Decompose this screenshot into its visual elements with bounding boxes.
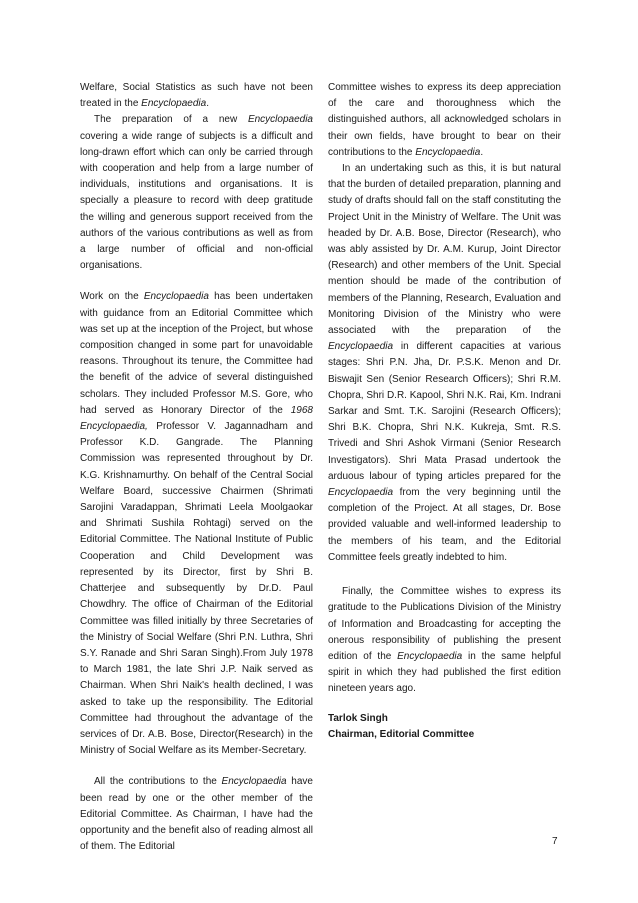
signature-title: Chairman, Editorial Committee (328, 728, 475, 740)
paragraph: Committee wishes to express its deep appreciation of the care and thoroughness which the distinguished authors, all acknowledged scholars in their own fields, have brought to bear on their contributions to the Encyclopaedia. (328, 82, 561, 158)
signature-name: Tarlok Singh (328, 712, 388, 724)
paragraph: Finally, the Committee wishes to express its gratitude to the Publications Division of the Ministry of Information and Broadcasting for accepting the onerous responsibility of publishing the present edition of the Encyclopaedia in the same helpful spirit in which they had published the first edition nineteen years ago. (328, 586, 561, 695)
page-number: 7 (552, 836, 558, 847)
paragraph: The preparation of a new Encyclopaedia covering a wide range of subjects is a difficult and long-drawn effort which can only be carried through with cooperation and help from a large number of individuals, institutions and organisations. It is specially a pleasure to record with deep gratitude the willing and generous support received from the authors of the various contributions as well as from a large number of official and non-official organisations. (80, 114, 313, 272)
right-column (328, 80, 561, 743)
paragraph: Welfare, Social Statistics as such have not been treated in the Encyclopaedia. (80, 82, 313, 110)
left-column (80, 80, 313, 855)
paragraph: All the contributions to the Encyclopaedia have been read by one or the other member of the Editorial Committee. As Chairman, I have had the opportunity and the benefit also of reading almost all of them. The Editorial (80, 776, 313, 853)
paragraph: In an undertaking such as this, it is but natural that the burden of detailed preparation, planning and study of drafts should fall on the staff constituting the Project Unit in the Ministry of Welfare. The Unit was headed by Dr. A.B. Bose, Director (Research), who was ably assisted by Dr. A.M. Kurup, Joint Director (Research) and other members of the Unit. Special mention should be made of the contribution of members of the Planning, Research, Evaluation and Monitoring Division of the Ministry who were associated with the preparation of the Encyclopaedia in different capacities at various stages: Shri P.N. Jha, Dr. P.S.K. Menon and Dr. Biswajit Sen (Senior Research Officers); Shri R.M. Chopra, Shri D.R. Kapool, Shri N.K. Rai, Km. Indrani Sarkar and Smt. T.K. Sarojini (Research Officers); Shri B.K. Chopra, Shri N.K. Kukreja, Smt. R.S. Trivedi and Shri Ashok Virmani (Senior Research Investigators). Shri Mata Prasad undertook the arduous labour of typing articles prepared for the Encyclopaedia from the very beginning until the completion of the Project. At all stages, Dr. Bose provided valuable and well-informed leadership to the members of his team, and the Editorial Committee feels greatly indebted to him. (328, 163, 561, 563)
paragraph: Work on the Encyclopaedia has been undertaken with guidance from an Editorial Committee which was set up at the inception of the Project, but whose composition changed in some part for unavoidable reasons. Throughout its tenure, the Committee had the benefit of the advice of several distinguished scholars. They included Professor M.S. Gore, who had served as Honorary Director of the 1968 Encyclopaedia, Professor V. Jagannadham and Professor K.D. Gangrade. The Planning Commission was represented throughout by Dr. K.G. Krishnamurthy. On behalf of the Central Social Welfare Board, successive Chairmen (Shrimati Sarojini Varadappan, Shrimati Leela Moolgaokar and Shrimati Sushila Rohtagi) served on the Editorial Committee. The National Institute of Public Cooperation and Child Development was represented by its Director, first by Shri B. Chatterjee and subsequently by Dr.D. Paul Chowdhry. The office of Chairman of the Editorial Committee was filled initially by three Secretaries of the Ministry of Social Welfare (Shri P.N. Luthra, Shri S.Y. Ranade and Shri Saran Singh).From July 1978 to March 1981, the late Shri J.P. Naik served as Chairman. When Shri Naik's health declined, I was asked to take up the responsibility. The Editorial Committee had throughout the advantage of the services of Dr. A.B. Bose, Director(Research) in the Ministry of Social Welfare as its Member-Secretary. (80, 291, 313, 757)
